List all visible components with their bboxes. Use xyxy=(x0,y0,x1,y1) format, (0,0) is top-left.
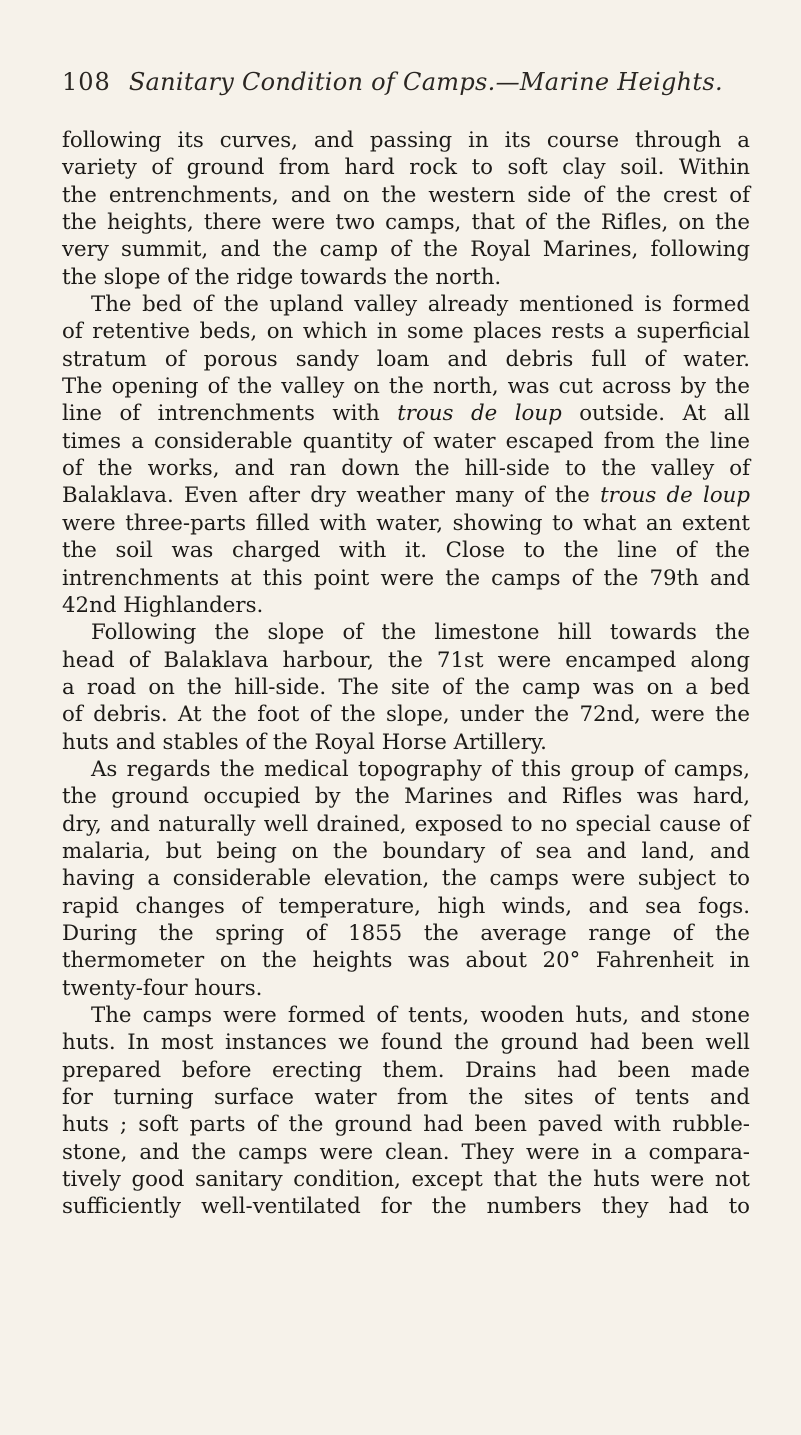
text-line: very summit, and the camp of the Royal Marines, following xyxy=(62,237,750,263)
text-line: malaria, but being on the boundary of sea and land, and xyxy=(62,838,750,864)
body-text xyxy=(62,127,750,1221)
text-line: having a considerable elevation, the camps were subject to xyxy=(62,866,750,892)
text-line: tively good sanitary condition, except that the huts were not xyxy=(62,1167,750,1193)
text-run: line of intrenchments with xyxy=(62,401,398,427)
page-number: 108 xyxy=(62,68,111,96)
text-line: stone, and the camps were clean. They were in a compara- xyxy=(62,1139,750,1165)
running-head xyxy=(62,64,762,100)
text-line: dry, and naturally well drained, exposed to no special cause of xyxy=(62,811,750,837)
text-line: twenty-four hours. xyxy=(62,975,263,1001)
text-line: intrenchments at this point were the camps of the 79th and xyxy=(62,565,750,591)
text-line: for turning surface water from the sites of tents and xyxy=(62,1085,750,1111)
text-line: variety of ground from hard rock to soft clay soil. Within xyxy=(62,155,750,181)
text-line: The camps were formed of tents, wooden huts, and stone xyxy=(91,1003,750,1028)
text-line: huts. In most instances we found the ground had been well xyxy=(62,1030,750,1056)
text-line: the ground occupied by the Marines and Rifles was hard, xyxy=(62,784,750,810)
text-line: head of Balaklava harbour, the 71st were encamped along xyxy=(62,647,750,673)
text-line: the slope of the ridge towards the north. xyxy=(62,264,502,290)
text-line: As regards the medical topography of this group of camps, xyxy=(91,756,750,782)
text-line: times a considerable quantity of water escaped from the line xyxy=(62,428,750,454)
text-line: the entrenchments, and on the western side of the crest of xyxy=(62,182,750,208)
text-line: a road on the hill-side. The site of the camp was on a bed xyxy=(62,674,750,700)
text-line: the soil was charged with it. Close to the line of the xyxy=(62,538,750,564)
text-line xyxy=(62,400,750,427)
text-line: the heights, there were two camps, that of the Rifles, on the xyxy=(62,210,750,236)
text-line: Following the slope of the limestone hill towards the xyxy=(91,620,750,646)
text-line: stratum of porous sandy loam and debris full of water. xyxy=(62,346,750,372)
text-line: of retentive beds, on which in some places rests a superficial xyxy=(62,319,750,345)
text-run: Balaklava. Even after dry weather many of the xyxy=(62,483,601,509)
text-line: following its curves, and passing in its course through a xyxy=(62,128,750,153)
text-line: sufficiently well-ventilated for the numbers they had to xyxy=(62,1194,750,1220)
text-line: were three-parts filled with water, showing to what an extent xyxy=(62,510,750,536)
text-line: of the works, and ran down the hill-side to the valley of xyxy=(62,456,750,482)
text-line: During the spring of 1855 the average range of the xyxy=(62,920,750,946)
text-line: The opening of the valley on the north, was cut across by the xyxy=(62,374,750,400)
text-line xyxy=(62,482,750,509)
text-line: thermometer on the heights was about 20° Fahrenheit in xyxy=(62,948,750,974)
text-line: prepared before erecting them. Drains had been made xyxy=(62,1057,750,1083)
running-title: Sanitary Condition of Camps.—Marine Heights. xyxy=(128,68,723,96)
text-line: of debris. At the foot of the slope, under the 72nd, were the xyxy=(62,702,750,728)
text-run: outside. At all xyxy=(561,401,750,427)
text-line: huts ; soft parts of the ground had been paved with rubble- xyxy=(62,1112,750,1138)
text-line: The bed of the upland valley already mentioned is formed xyxy=(91,292,750,318)
text-line: rapid changes of temperature, high winds, and sea fogs. xyxy=(62,893,750,919)
italic-phrase: trous de loup xyxy=(397,401,562,427)
italic-phrase: trous de loup xyxy=(600,483,750,509)
text-line: huts and stables of the Royal Horse Artillery. xyxy=(62,729,547,755)
text-line: 42nd Highlanders. xyxy=(62,592,264,618)
